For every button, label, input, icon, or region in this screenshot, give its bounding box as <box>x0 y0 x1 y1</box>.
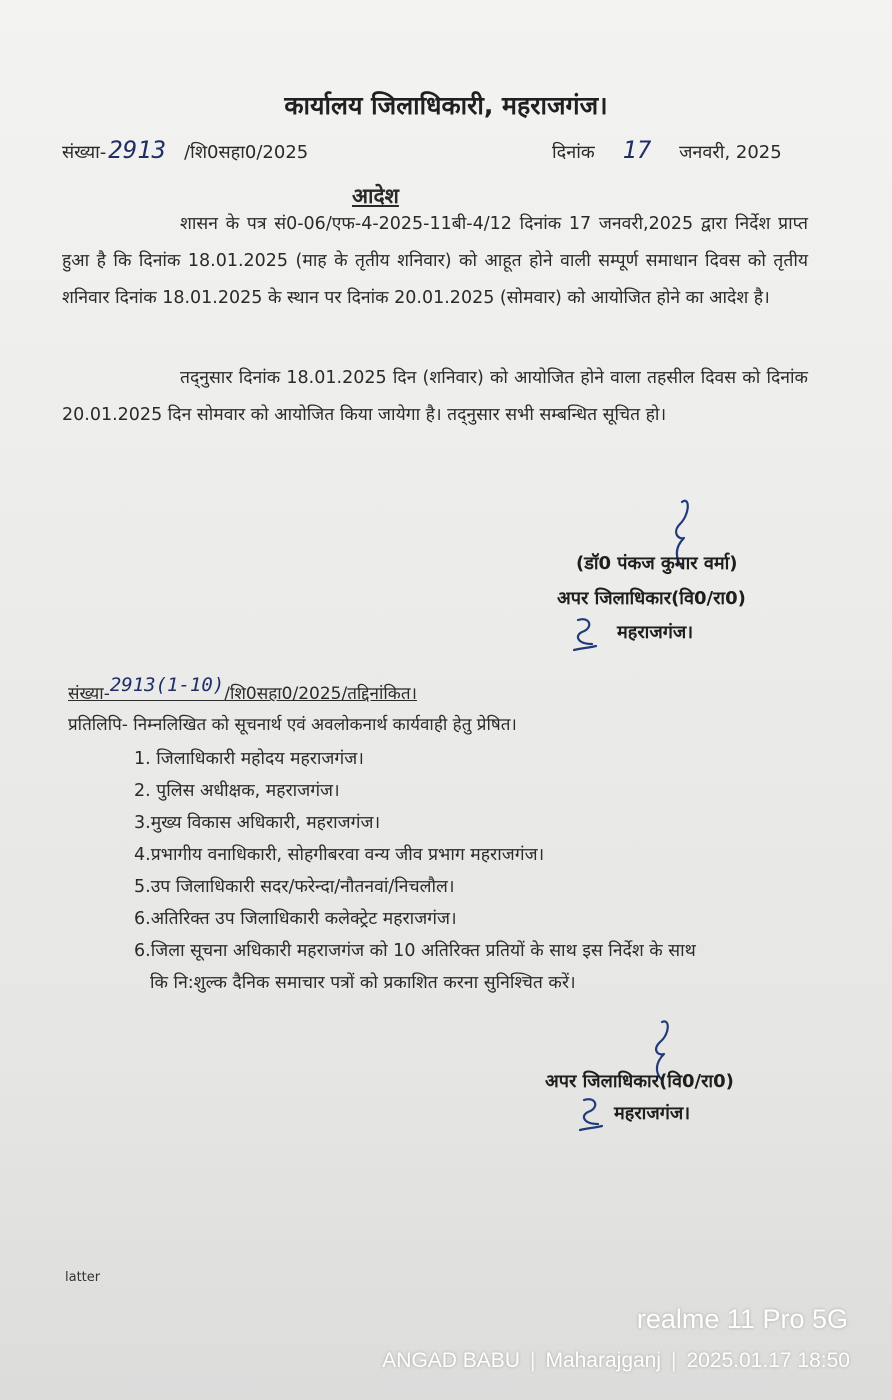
signatory-2-designation: अपर जिलाधिकार(वि0/रा0) <box>545 1071 734 1092</box>
camera-watermark-info <box>382 1349 850 1373</box>
order-paragraph-1 <box>62 206 808 317</box>
copy-list-item: 6.अतिरिक्त उप जिलाधिकारी कलेक्ट्रेट महराजगंज। <box>134 909 457 929</box>
initials-1-scribble <box>568 614 604 654</box>
order-date <box>552 136 782 164</box>
watermark-author: ANGAD BABU <box>382 1349 520 1372</box>
date-label: दिनांक <box>552 142 595 163</box>
ref-prefix: संख्या- <box>62 142 107 163</box>
signatory-1-designation: अपर जिलाधिकार(वि0/रा0) <box>557 588 746 609</box>
watermark-separator: | <box>529 1349 536 1372</box>
signatory-2-location: महराजगंज। <box>614 1103 691 1124</box>
ref-suffix: /शि0सहा0/2025 <box>184 142 309 163</box>
copy-list-item: 2. पुलिस अधीक्षक, महराजगंज। <box>134 781 340 801</box>
copy-ref-handwritten: 2913(1-10) <box>109 674 225 696</box>
date-day-handwritten: 17 <box>622 136 652 164</box>
copy-ref-prefix: संख्या- <box>68 684 110 704</box>
footer-note: latter <box>65 1270 101 1285</box>
watermark-place: Maharajganj <box>545 1349 662 1372</box>
office-title: कार्यालय जिलाधिकारी, महराजगंज। <box>284 91 608 120</box>
copy-list-item: 1. जिलाधिकारी महोदय महराजगंज। <box>134 749 364 769</box>
copy-list-item: 4.प्रभागीय वनाधिकारी, सोहगीबरवा वन्य जीव प्रभाग महराजगंज। <box>134 845 545 865</box>
paragraph-1-text: शासन के पत्र सं0-06/एफ-4-2025-11बी-4/12 दिनांक 17 जनवरी,2025 द्वारा निर्देश प्राप्त हुआ है कि दिनांक 18.01.2025 (माह के तृतीय शनिवार) को आहूत होने वाली सम्पूर्ण समाधान दिवस को तृतीय शनिवार दिनांक 18.01.2025 के स्थान पर दिनांक 20.01.2025 (सोमवार) को आयोजित होने का आदेश है। <box>62 214 808 308</box>
signatory-1-location: महराजगंज। <box>617 622 694 643</box>
reference-number <box>62 136 308 164</box>
copy-list-item: कि नि:शुल्क दैनिक समाचार पत्रों को प्रकाशित करना सुनिश्चित करें। <box>150 973 576 993</box>
camera-watermark-device: realme 11 Pro 5G <box>636 1304 848 1334</box>
initials-2-scribble <box>574 1094 610 1134</box>
signatory-1-name: (डॉ0 पंकज कुमार वर्मा) <box>576 553 738 574</box>
ref-number-handwritten: 2913 <box>108 136 167 164</box>
copy-ref-suffix: /शि0सहा0/2025/तद्दिनांकित। <box>224 684 417 704</box>
copy-note: प्रतिलिपि- निम्नलिखित को सूचनार्थ एवं अवलोकनार्थ कार्यवाही हेतु प्रेषित। <box>68 715 517 735</box>
date-month-year: जनवरी, 2025 <box>679 142 782 163</box>
watermark-separator: | <box>671 1349 677 1372</box>
copy-list-item: 6.जिला सूचना अधिकारी महराजगंज को 10 अतिरिक्त प्रतियों के साथ इस निर्देश के साथ <box>134 941 696 961</box>
watermark-datetime: 2025.01.17 18:50 <box>686 1349 850 1372</box>
copy-list-item: 5.उप जिलाधिकारी सदर/फरेन्दा/नौतनवां/निचलौल। <box>134 877 455 897</box>
copy-list-item: 3.मुख्य विकास अधिकारी, महराजगंज। <box>134 813 381 833</box>
copy-reference-number <box>68 674 417 704</box>
order-title: आदेश <box>352 184 399 208</box>
order-paragraph-2 <box>62 360 808 434</box>
paragraph-2-text: तद्नुसार दिनांक 18.01.2025 दिन (शनिवार) को आयोजित होने वाला तहसील दिवस को दिनांक 20.01.2025 दिन सोमवार को आयोजित किया जायेगा है। तद्नुसार सभी सम्बन्धित सूचित हो। <box>62 368 808 425</box>
